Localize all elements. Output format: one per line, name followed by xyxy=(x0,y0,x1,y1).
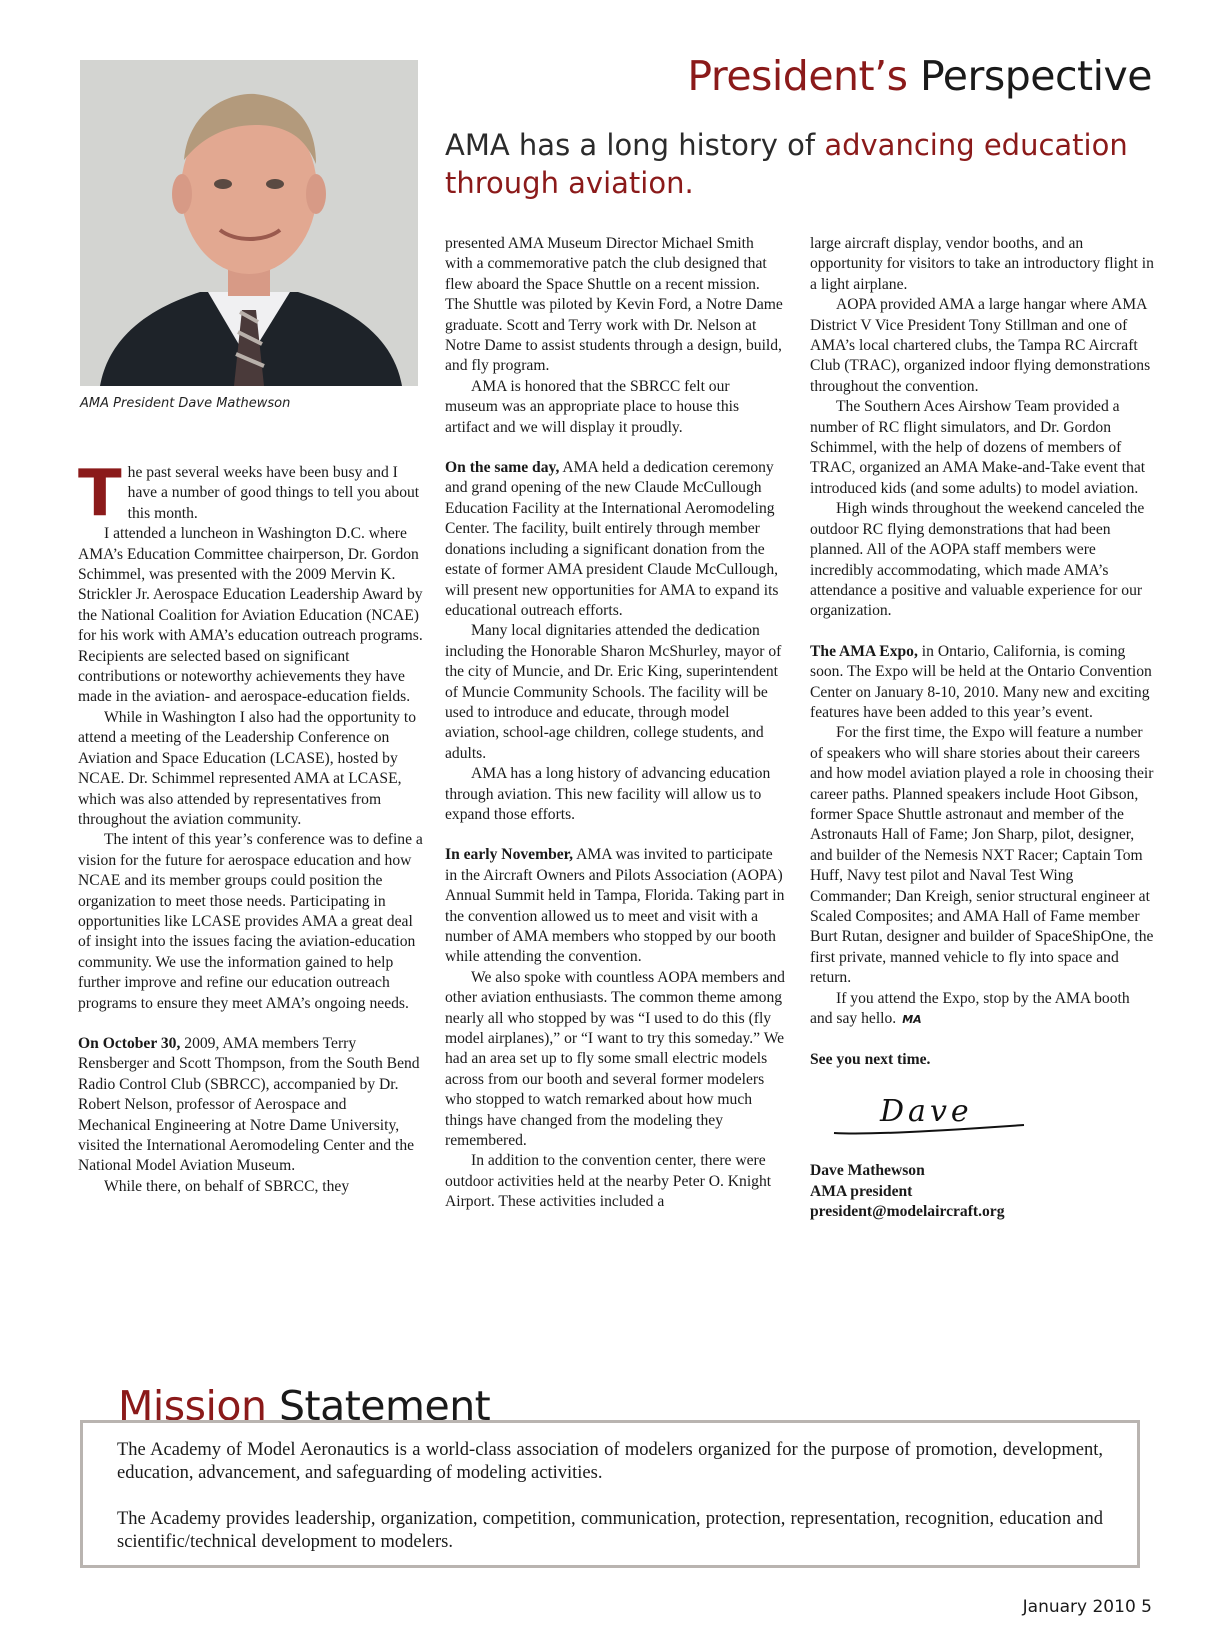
paragraph: AMA has a long history of advancing education through aviation. This new facility will allow us to expand those efforts. xyxy=(445,765,771,823)
article-column-2 xyxy=(445,234,785,1213)
title-word-presidents: President’s xyxy=(687,52,908,100)
paragraph: High winds throughout the weekend canceled the outdoor RC flying demonstrations that had been planned. All of the AOPA staff members were incredibly accommodating, which made AMA’s attendance a positive and valuable experience for our organization. xyxy=(810,500,1145,620)
lead-in: On October 30, xyxy=(78,1034,181,1052)
president-photo xyxy=(80,60,418,386)
paragraph xyxy=(445,845,785,967)
article-column-1 xyxy=(78,457,423,1197)
portrait-illustration xyxy=(80,60,418,386)
intro-paragraph xyxy=(78,457,423,531)
paragraph xyxy=(810,989,1155,1031)
closing-line: See you next time. xyxy=(810,1051,931,1069)
page-footer xyxy=(1023,1597,1152,1617)
paragraph: AMA is honored that the SBRCC felt our museum was an appropriate place to house this artifact and we will display it proudly. xyxy=(445,377,740,436)
mission-paragraph: The Academy of Model Aeronautics is a world-class association of modelers organized for the purpose of promotion, development, education, advancement, and safeguarding of modeling activities. xyxy=(117,1440,1103,1483)
pull-quote-plain: AMA has a long history of xyxy=(445,128,825,162)
paragraph: For the first time, the Expo will feature a number of speakers who will share stories about their careers and how model aviation played a role in choosing their career paths. Planned speakers include Hoot Gibson, former Space Shuttle astronaut and member of the Astronauts Hall of Fame; Jon Sharp, pilot, designer, and builder of the Nemesis NXT Racer; Captain Tom Huff, Navy test pilot and Naval Test Wing Commander; Dan Kreigh, senior structural engineer at Scaled Composites; and AMA Hall of Fame member Burt Rutan, designer and builder of SpaceShipOne, the first private, manned vehicle to fly into space and return. xyxy=(810,724,1154,987)
paragraph xyxy=(810,642,1155,724)
pull-quote xyxy=(445,126,1165,202)
paragraph-text: AMA was invited to participate in the Aircraft Owners and Pilots Association (AOPA) Annual Summit held in Tampa, Florida. Taking part in the convention allowed us to meet and visit with a number of AMA members who stopped by our booth while attending the convention. xyxy=(445,846,785,966)
signer-title: AMA president xyxy=(810,1182,913,1200)
paragraph-text: AMA held a dedication ceremony and grand opening of the new Claude McCullough Education Facility at the International Aeromodeling Center. The facility, built entirely through member donations including a significant donation from the estate of former AMA president Claude McCullough, will present new opportunities for AMA to expand its educational outreach efforts. xyxy=(445,459,779,619)
photo-caption: AMA President Dave Mathewson xyxy=(80,396,291,411)
paragraph: presented AMA Museum Director Michael Smith with a commemorative patch the club designed that flew aboard the Space Shuttle on a recent mission. The Shuttle was piloted by Kevin Ford, a Notre Dame graduate. Scott and Terry work with Dr. Nelson at Notre Dame to assist students through a design, build, and fly program. xyxy=(445,235,783,375)
paragraph: The intent of this year’s conference was to define a vision for the future for aerospace education and how NCAE and its member groups could position the organization to meet those needs. Participating in opportunities like LCASE provides AMA a great deal of insight into the issues facing the aviation-education community. We use the information gained to help further improve and refine our education outreach programs to ensure they meet AMA’s ongoing needs. xyxy=(78,831,423,1012)
issue-date: January 2010 xyxy=(1022,1597,1136,1617)
signature-text: Dave xyxy=(880,1093,973,1129)
mission-paragraph: The Academy provides leadership, organization, competition, communication, protection, representation, recognition, education and scientific/technical development to modelers. xyxy=(117,1509,1103,1552)
signer-email-link[interactable]: president@modelaircraft.org xyxy=(810,1203,1005,1221)
paragraph: The Southern Aces Airshow Team provided a number of RC flight simulators, and Dr. Gordon Schimmel, with the help of dozens of members of TRAC, organized an AMA Make-and-Take event that introduced kids (and some adults) to model aviation. xyxy=(810,398,1146,497)
lead-in: The AMA Expo, xyxy=(810,642,918,660)
drop-cap: T xyxy=(78,457,122,531)
page-number: 5 xyxy=(1141,1597,1152,1617)
signature xyxy=(828,1087,1155,1153)
title-word-perspective: Perspective xyxy=(920,52,1152,100)
article-column-3 xyxy=(810,234,1155,1222)
paragraph xyxy=(445,458,785,621)
mission-title-word2: Statement xyxy=(279,1382,491,1430)
paragraph: I attended a luncheon in Washington D.C. where AMA’s Education Committee chairperson, Dr. Gordon Schimmel, was presented with the 2009 Mervin K. Strickler Jr. Aerospace Education Leadership Award by the National Coalition for Aviation Education (NCAE) for his work with AMA’s education outreach programs. Recipients are selected based on significant contributions or noteworthy achievements they have made in the aviation- and aerospace-education fields. xyxy=(78,525,423,706)
paragraph: large aircraft display, vendor booths, and an opportunity for visitors to take an introductory flight in a light airplane. xyxy=(810,235,1154,293)
paragraph-text: 2009, AMA members Terry Rensberger and Scott Thompson, from the South Bend Radio Control Club (SBRCC), accompanied by Dr. Robert Nelson, professor of Aerospace and Mechanical Engineering at Notre Dame University, visited the International Aeromodeling Center and the National Model Aviation Museum. xyxy=(78,1034,420,1175)
lead-in: In early November, xyxy=(445,846,574,864)
page-title xyxy=(687,52,1152,100)
end-mark: MA xyxy=(902,1013,922,1027)
mission-title-word1: Mission xyxy=(118,1382,267,1430)
intro-text: he past several weeks have been busy and I have a number of good things to tell you about this month. xyxy=(127,464,420,522)
paragraph xyxy=(78,1034,423,1177)
signature-illustration xyxy=(828,1087,1028,1147)
mission-box xyxy=(80,1420,1140,1568)
lead-in: On the same day, xyxy=(445,459,560,477)
paragraph-text: If you attend the Expo, stop by the AMA booth and say hello. xyxy=(810,989,1130,1028)
signer-name: Dave Mathewson xyxy=(810,1162,925,1180)
paragraph: AOPA provided AMA a large hangar where AMA District V Vice President Tony Stillman and one of AMA’s local chartered clubs, the Tampa RC Aircraft Club (TRAC), organized indoor flying demonstrations throughout the convention. xyxy=(810,296,1151,395)
paragraph: In addition to the convention center, there were outdoor activities held at the nearby Peter O. Knight Airport. These activities included a xyxy=(445,1152,772,1211)
paragraph-text: in Ontario, California, is coming soon. The Expo will be held at the Ontario Convention Center on January 8-10, 2010. Many new and exciting features have been added to this year’s event. xyxy=(810,642,1152,721)
paragraph: While there, on behalf of SBRCC, they xyxy=(104,1177,350,1195)
pull-quote-accent: advancing education through aviation. xyxy=(445,128,1128,200)
paragraph: We also spoke with countless AOPA members and other aviation enthusiasts. The common theme among nearly all who stopped by was “I used to do this (fly model airplanes),” or “I want to try this someday.” We had an area set up to fly some small electric models across from our booth and several former modelers who stopped to watch remarked about how much things have changed from the modeling they remembered. xyxy=(445,968,785,1150)
paragraph: Many local dignitaries attended the dedication including the Honorable Sharon McShurley, mayor of the city of Muncie, and Dr. Eric King, superintendent of Muncie Community Schools. The facility will be used to introduce and educate, through model aviation, school-age children, college students, and adults. xyxy=(445,622,782,762)
paragraph: While in Washington I also had the opportunity to attend a meeting of the Leadership Conference on Aviation and Space Education (LCASE), hosted by NCAE. Dr. Schimmel represented AMA at LCASE, which was also attended by representatives from throughout the aviation community. xyxy=(78,708,417,828)
